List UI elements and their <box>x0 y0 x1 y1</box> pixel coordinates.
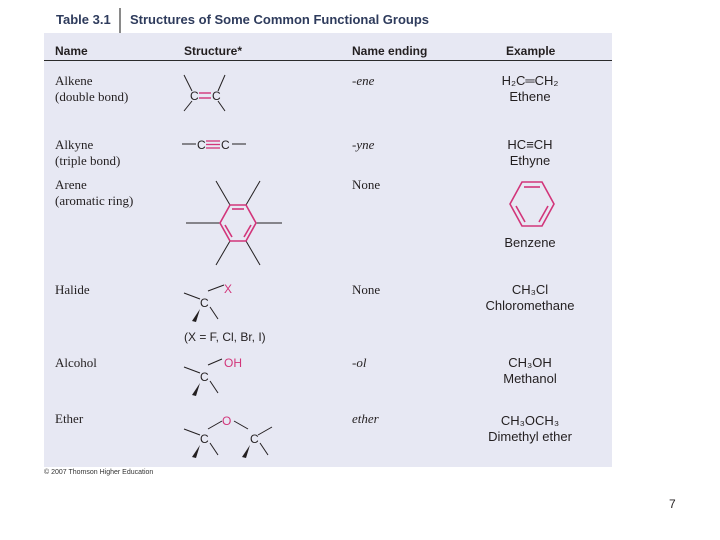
example-alkyne <box>470 137 590 169</box>
carbon-label: C <box>200 370 209 384</box>
alcohol-structure <box>178 353 258 401</box>
example-formula: H₂C═CH₂ <box>501 73 559 88</box>
carbon-label: C <box>212 89 221 103</box>
example-alcohol <box>470 355 590 387</box>
row-name-alkene <box>55 73 128 105</box>
alkene-structure <box>174 73 234 113</box>
table-title: Structures of Some Common Functional Groups <box>130 12 430 27</box>
example-name: Ethene <box>509 89 551 104</box>
arene-structure <box>184 179 284 273</box>
halogen-label: X <box>224 282 233 296</box>
ending-alcohol: -ol <box>352 355 367 370</box>
row-name-halide <box>55 282 90 298</box>
example-alkene <box>470 73 590 105</box>
example-formula: HC≡CH <box>507 137 553 152</box>
hydroxyl-label: OH <box>224 356 242 370</box>
halide-structure <box>178 279 318 349</box>
example-name: Benzene <box>504 235 556 250</box>
example-name: Methanol <box>503 371 557 386</box>
example-name: Chloromethane <box>485 298 575 313</box>
row-name-line2: (triple bond) <box>55 153 121 168</box>
header-structure: Structure* <box>184 44 243 58</box>
halogen-note: (X = F, Cl, Br, I) <box>184 330 266 344</box>
ending-alkene: -ene <box>352 73 375 88</box>
ending-ether: ether <box>352 411 379 426</box>
example-formula: CH₃Cl <box>511 282 549 297</box>
carbon-label: C <box>221 138 230 152</box>
ending-halide: None <box>352 282 381 297</box>
example-name: Dimethyl ether <box>488 429 572 444</box>
row-name-line1: Alkyne <box>55 137 94 152</box>
benzene-ring <box>502 177 562 233</box>
carbon-label: C <box>197 138 206 152</box>
row-name-line2: (double bond) <box>55 89 129 104</box>
carbon-label: C <box>250 432 259 446</box>
row-name-line1: Halide <box>55 282 90 297</box>
row-name-arene <box>55 177 133 209</box>
row-name-alcohol <box>55 355 97 371</box>
oxygen-label: O <box>222 414 232 428</box>
header-name: Name <box>55 44 88 58</box>
example-arene <box>470 235 590 251</box>
ether-structure <box>178 411 278 461</box>
row-name-alkyne <box>55 137 120 169</box>
table-number: Table 3.1 <box>56 12 111 27</box>
page-number: 7 <box>669 497 676 511</box>
ending-alkyne: -yne <box>352 137 375 152</box>
header-ending: Name ending <box>352 44 428 58</box>
header-example: Example <box>506 44 556 58</box>
row-name-line1: Ether <box>55 411 84 426</box>
copyright-notice: © 2007 Thomson Higher Education <box>44 469 154 476</box>
row-name-ether <box>55 411 83 427</box>
row-name-line1: Alcohol <box>55 355 97 370</box>
table-panel <box>44 33 612 467</box>
header-rule <box>44 60 612 61</box>
ending-arene: None <box>352 177 381 192</box>
row-name-line2: (aromatic ring) <box>55 193 134 208</box>
example-halide <box>470 282 590 314</box>
carbon-label: C <box>200 432 209 446</box>
example-formula: CH₃OH <box>508 355 552 370</box>
example-formula: CH₃OCH₃ <box>500 413 560 428</box>
alkyne-structure <box>182 135 252 155</box>
table-title-bar <box>44 8 612 34</box>
row-name-line1: Alkene <box>55 73 93 88</box>
carbon-label: C <box>190 89 199 103</box>
example-ether <box>470 413 590 445</box>
row-name-line1: Arene <box>55 177 87 192</box>
example-name: Ethyne <box>509 153 551 168</box>
carbon-label: C <box>200 296 209 310</box>
